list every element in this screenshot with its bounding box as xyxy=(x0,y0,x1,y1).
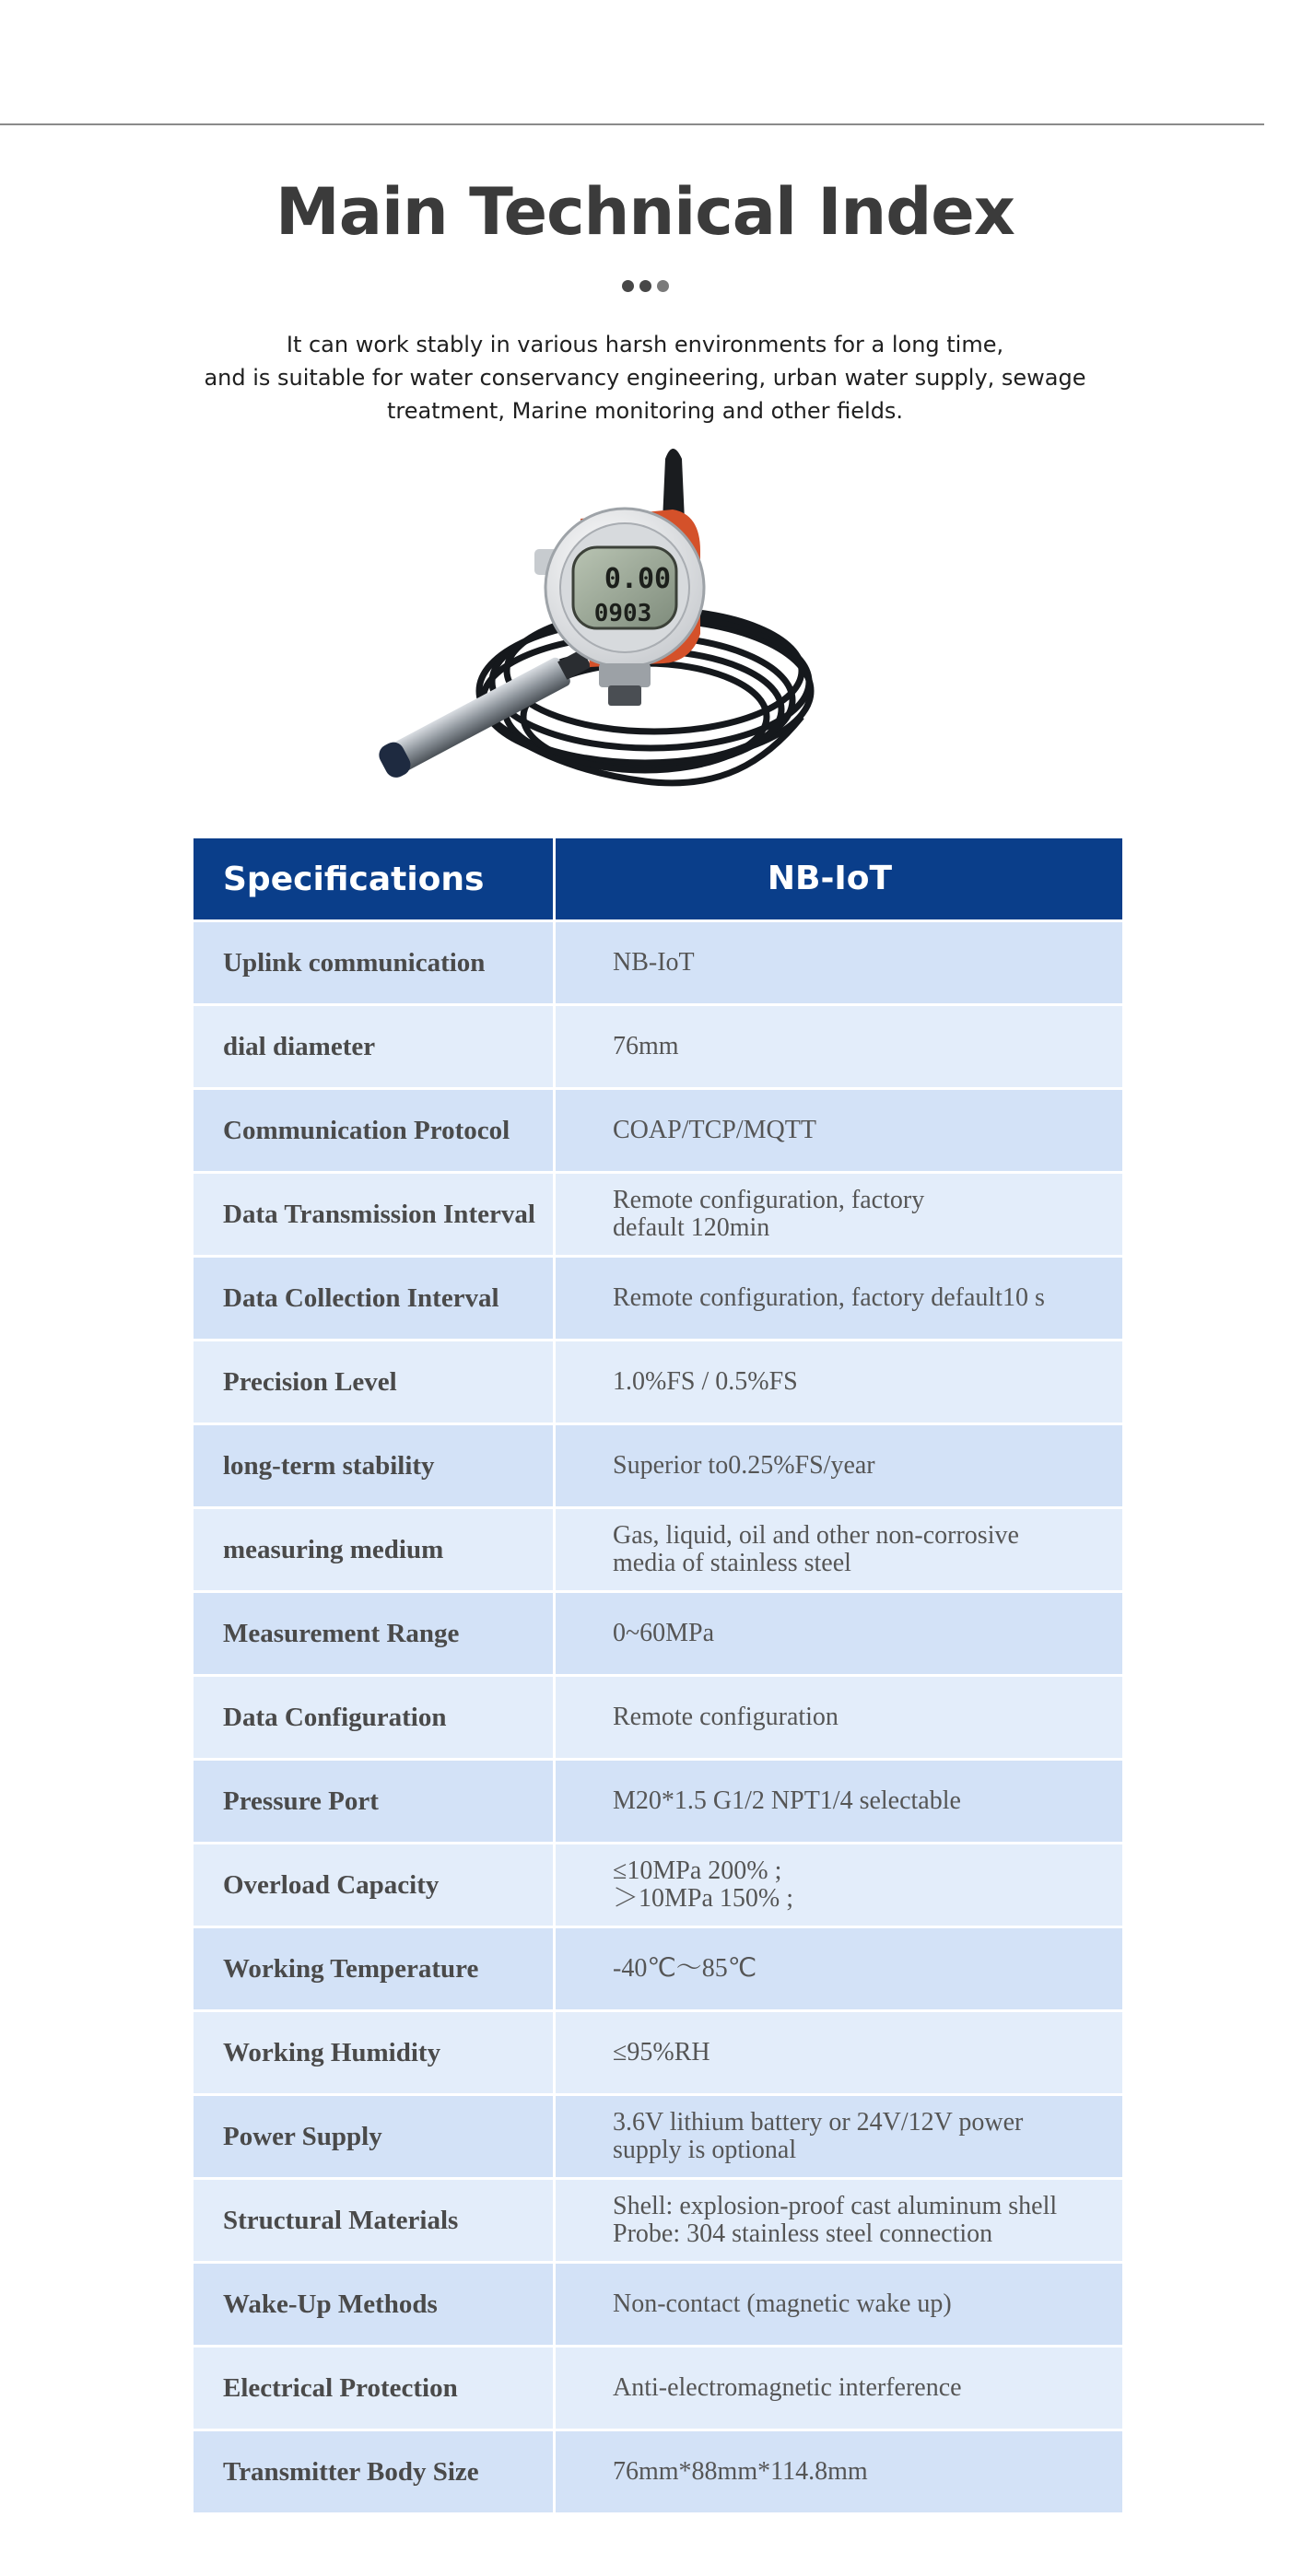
spec-value: 1.0%FS / 0.5%FS xyxy=(613,1367,798,1396)
table-row xyxy=(194,1425,1122,1509)
spec-label: Pressure Port xyxy=(194,1761,556,1842)
spec-value: Gas, liquid, oil and other non-corrosive media of stainless steel xyxy=(613,1521,1019,1577)
top-divider xyxy=(0,123,1264,125)
dot-icon xyxy=(639,280,651,292)
lcd-line-2: 0903 xyxy=(593,600,652,627)
spec-label: Data Collection Interval xyxy=(194,1258,556,1339)
spec-value: -40℃〜85℃ xyxy=(613,1954,757,1983)
spec-label: Structural Materials xyxy=(194,2180,556,2261)
spec-label: Communication Protocol xyxy=(194,1090,556,1171)
spec-label: long-term stability xyxy=(194,1425,556,1506)
table-row xyxy=(194,1090,1122,1174)
spec-value: COAP/TCP/MQTT xyxy=(613,1116,816,1144)
spec-value: Remote configuration xyxy=(613,1703,838,1731)
spec-label: Working Temperature xyxy=(194,1928,556,2009)
intro-line: treatment, Marine monitoring and other fields. xyxy=(386,398,904,424)
header-nb-iot: NB-IoT xyxy=(767,860,893,897)
spec-value: Superior to0.25%FS/year xyxy=(613,1451,875,1480)
spec-label: Working Humidity xyxy=(194,2012,556,2093)
table-row xyxy=(194,2431,1122,2515)
title-dots-ornament xyxy=(0,280,1290,292)
product-image xyxy=(369,440,848,816)
spec-value: M20*1.5 G1/2 NPT1/4 selectable xyxy=(613,1786,961,1815)
spec-label: dial diameter xyxy=(194,1006,556,1087)
intro-line: It can work stably in various harsh environments for a long time, xyxy=(286,332,1004,357)
spec-value: Remote configuration, factory default10 s xyxy=(613,1283,1045,1312)
spec-value: 3.6V lithium battery or 24V/12V power supply is optional xyxy=(613,2108,1024,2164)
dot-icon xyxy=(622,280,634,292)
table-row xyxy=(194,1509,1122,1593)
table-header-row xyxy=(194,838,1122,922)
spec-value: 76mm xyxy=(613,1032,679,1060)
spec-value: Anti-electromagnetic interference xyxy=(613,2373,962,2402)
table-row xyxy=(194,2012,1122,2096)
spec-value: Shell: explosion-proof cast aluminum shell Probe: 304 stainless steel connection xyxy=(613,2192,1058,2248)
header-specifications: Specifications xyxy=(194,838,556,919)
page-title: Main Technical Index xyxy=(276,174,1014,250)
table-row xyxy=(194,1928,1122,2012)
table-row xyxy=(194,2096,1122,2180)
spec-value: Remote configuration, factory default 120min xyxy=(613,1186,925,1242)
spec-label: Data Configuration xyxy=(194,1677,556,1758)
spec-label: Electrical Protection xyxy=(194,2348,556,2429)
intro-text xyxy=(184,328,1106,427)
table-row xyxy=(194,1593,1122,1677)
table-row xyxy=(194,1174,1122,1258)
table-row xyxy=(194,1844,1122,1928)
table-row xyxy=(194,2180,1122,2264)
spec-value: ≤95%RH xyxy=(613,2038,710,2067)
table-row xyxy=(194,922,1122,1006)
table-row xyxy=(194,2348,1122,2431)
spec-value: ≤10MPa 200% ; ＞10MPa 150% ; xyxy=(613,1856,794,1913)
spec-table xyxy=(194,838,1122,2515)
spec-label: Power Supply xyxy=(194,2096,556,2177)
spec-value: 0~60MPa xyxy=(613,1619,715,1647)
spec-label: Data Transmission Interval xyxy=(194,1174,556,1255)
spec-label: measuring medium xyxy=(194,1509,556,1590)
spec-label: Measurement Range xyxy=(194,1593,556,1674)
spec-label: Transmitter Body Size xyxy=(194,2431,556,2512)
table-row xyxy=(194,1677,1122,1761)
spec-value: Non-contact (magnetic wake up) xyxy=(613,2289,952,2318)
spec-label: Overload Capacity xyxy=(194,1844,556,1926)
table-row xyxy=(194,1761,1122,1844)
spec-value: NB-IoT xyxy=(613,948,695,977)
spec-value: 76mm*88mm*114.8mm xyxy=(613,2457,868,2486)
spec-label: Wake-Up Methods xyxy=(194,2264,556,2345)
intro-line: and is suitable for water conservancy engineering, urban water supply, sewage xyxy=(204,365,1086,391)
table-row xyxy=(194,1341,1122,1425)
dot-icon xyxy=(657,280,669,292)
table-row xyxy=(194,1258,1122,1341)
lcd-line-1: 0.00 xyxy=(604,563,672,595)
spec-label: Precision Level xyxy=(194,1341,556,1423)
spec-label: Uplink communication xyxy=(194,922,556,1003)
table-row xyxy=(194,2264,1122,2348)
table-row xyxy=(194,1006,1122,1090)
